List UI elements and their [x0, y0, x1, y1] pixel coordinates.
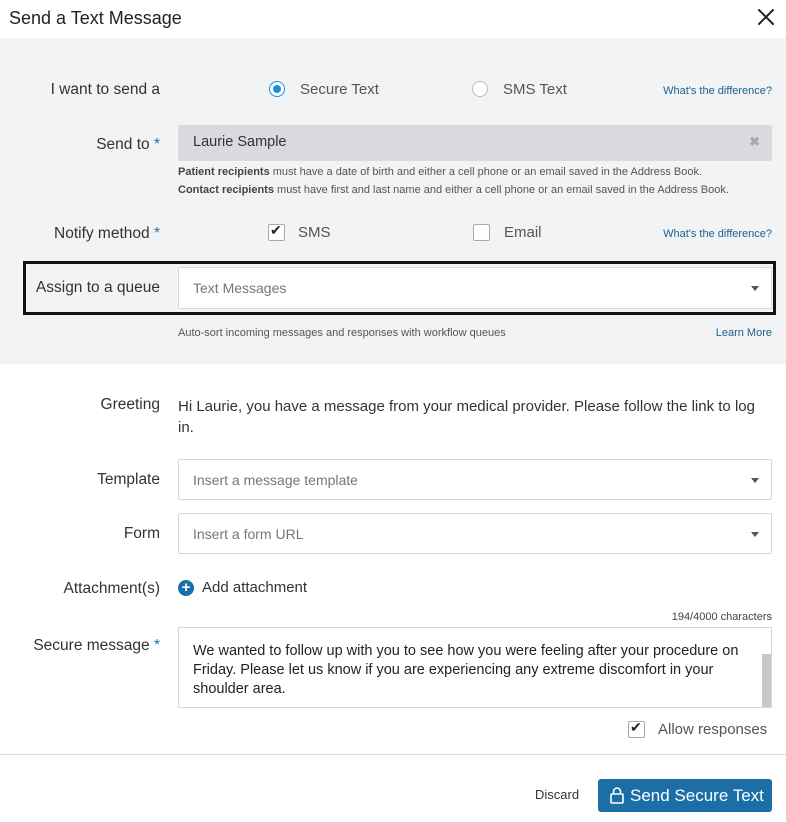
greeting-text: Hi Laurie, you have a message from your medical provider. Please follow the link to log in.	[178, 398, 755, 436]
secure-message-label-text: Secure message	[33, 637, 150, 654]
required-mark: *	[153, 136, 160, 153]
checkmark-icon: ✔	[630, 719, 642, 735]
form-select-placeholder: Insert a form URL	[193, 526, 304, 542]
required-mark: *	[153, 637, 160, 654]
notify-method-label	[54, 225, 160, 243]
queue-help: Auto-sort incoming messages and responses with workflow queues	[178, 327, 506, 339]
caret-down-icon	[751, 532, 759, 537]
greeting-label: Greeting	[100, 396, 160, 413]
form-label: Form	[123, 525, 160, 542]
caret-down-icon	[751, 478, 759, 483]
sms-text-option-label[interactable]: SMS Text	[503, 81, 567, 98]
send-to-label-text: Send to	[96, 136, 150, 153]
email-option-label[interactable]: Email	[504, 224, 542, 241]
send-to-label	[96, 136, 160, 154]
send-type-label: I want to send a	[50, 81, 160, 98]
allow-responses-label[interactable]: Allow responses	[658, 721, 768, 738]
lock-icon	[610, 787, 624, 804]
required-mark: *	[153, 225, 160, 242]
dialog-title: Send a Text Message	[9, 8, 182, 28]
template-label: Template	[97, 471, 160, 488]
close-icon[interactable]	[754, 5, 778, 29]
allow-responses-checkbox[interactable]	[628, 721, 645, 738]
queue-select-value: Text Messages	[193, 280, 287, 296]
add-attachment-label: Add attachment	[202, 579, 308, 596]
notify-difference-link[interactable]: What's the difference?	[663, 228, 772, 240]
send-secure-text-button[interactable]	[598, 779, 772, 812]
template-select-placeholder: Insert a message template	[193, 472, 358, 488]
queue-label: Assign to a queue	[35, 279, 160, 296]
secure-message-textarea[interactable]	[178, 627, 772, 708]
email-checkbox[interactable]	[473, 224, 490, 241]
learn-more-link[interactable]: Learn More	[715, 327, 772, 339]
form-select[interactable]	[178, 513, 772, 554]
contact-recipients-bold: Contact recipients	[178, 184, 274, 196]
contact-recipients-text: must have first and last name and either a cell phone or an email saved in the Address Book.	[273, 184, 729, 196]
dialog-header	[0, 0, 786, 38]
discard-button[interactable]: Discard	[535, 787, 580, 802]
queue-select[interactable]	[178, 267, 772, 309]
send-type-difference-link[interactable]: What's the difference?	[663, 85, 772, 97]
clear-icon[interactable]: ✖	[749, 134, 760, 149]
sms-option-label[interactable]: SMS	[298, 224, 331, 241]
secure-message-text: We wanted to follow up with you to see how you were feeling after your procedure on Friday. Please let us know if you are experiencing any extreme discomfort in your shoulder area.	[193, 643, 739, 697]
plus-circle-icon: +	[178, 580, 194, 596]
send-to-field[interactable]	[178, 125, 772, 161]
secure-message-label	[33, 637, 160, 655]
recipient-chip: Laurie Sample	[193, 134, 287, 150]
footer-divider	[0, 754, 786, 755]
patient-recipients-help	[178, 166, 702, 178]
secure-text-radio[interactable]	[269, 81, 285, 97]
patient-recipients-bold: Patient recipients	[178, 166, 270, 178]
send-secure-text-label: Send Secure Text	[630, 786, 764, 805]
sms-text-radio[interactable]	[472, 81, 488, 97]
template-select[interactable]	[178, 459, 772, 500]
caret-down-icon	[751, 286, 759, 291]
contact-recipients-help	[178, 184, 729, 196]
character-count: 194/4000 characters	[671, 611, 772, 623]
attachments-label: Attachment(s)	[63, 580, 160, 597]
patient-recipients-text: must have a date of birth and either a cell phone or an email saved in the Address Book.	[269, 166, 703, 178]
secure-text-option-label[interactable]: Secure Text	[300, 81, 379, 98]
message-scrollbar[interactable]	[762, 654, 771, 707]
sms-checkbox[interactable]	[268, 224, 285, 241]
notify-method-label-text: Notify method	[54, 225, 150, 242]
checkmark-icon: ✔	[270, 222, 282, 238]
